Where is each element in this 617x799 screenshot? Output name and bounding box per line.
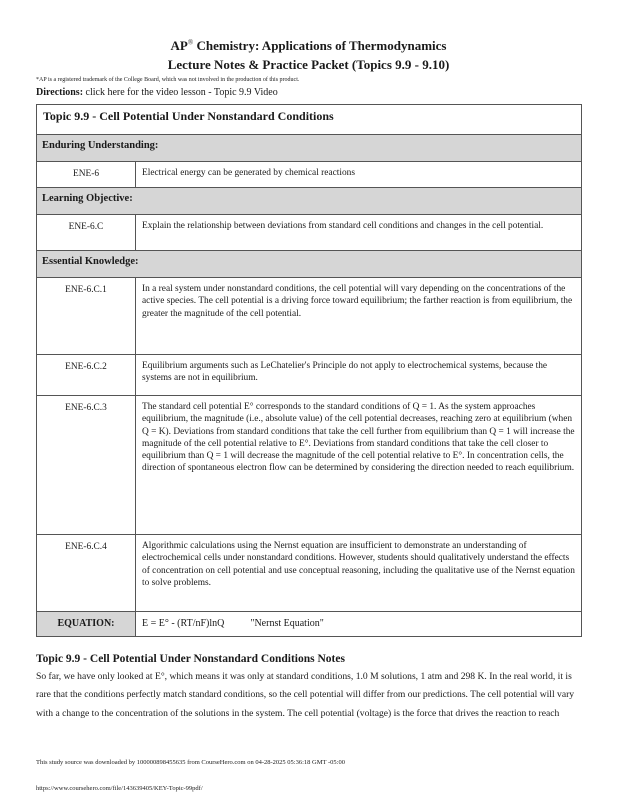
- document-title: AP® Chemistry: Applications of Thermodynamics: [170, 38, 447, 53]
- knowledge-code: ENE-6.C.2: [37, 355, 136, 396]
- document-subtitle: Lecture Notes & Practice Packet (Topics 9.9 - 9.10): [167, 57, 450, 72]
- enduring-understanding-heading: Enduring Understanding:: [37, 135, 582, 162]
- enduring-code: ENE-6: [37, 162, 136, 188]
- download-source-note: This study source was downloaded by 100000898455635 from CourseHero.com on 04-28-2025 05:36:18 GMT -05:00: [36, 759, 345, 766]
- table-row: [37, 396, 582, 535]
- equation-cell: [136, 612, 582, 637]
- knowledge-text: Algorithmic calculations using the Nernst equation are insufficient to demonstrate an understanding of electrochemical cells under nonstandard conditions. However, students should qualitatively understand the effects of concentration on cell potential and use conceptual reasoning, including the qualitative use of the Nernst equation to solve problems.: [136, 535, 582, 612]
- directions: Directions: click here for the video lesson - Topic 9.9 Video: [36, 87, 278, 98]
- table-row: [37, 535, 582, 612]
- objective-code: ENE-6.C: [37, 215, 136, 251]
- notes-heading: Topic 9.9 - Cell Potential Under Nonstandard Conditions Notes: [36, 653, 345, 665]
- knowledge-text: In a real system under nonstandard conditions, the cell potential will vary depending on the concentrations of the active species. The cell potential is a driving force toward equilibrium; the farther reaction is from equilibrium, the greater the magnitude of the cell potential.: [136, 278, 582, 355]
- equation-label: EQUATION:: [37, 612, 136, 637]
- knowledge-code: ENE-6.C.3: [37, 396, 136, 535]
- topic-table: [36, 104, 582, 637]
- table-row: [37, 162, 582, 188]
- trademark-note: *AP is a registered trademark of the College Board, which was not involved in the production of this product.: [36, 77, 300, 83]
- source-url: https://www.coursehero.com/file/143639405/KEY-Topic-99pdf/: [36, 785, 203, 792]
- knowledge-text: The standard cell potential E° corresponds to the standard conditions of Q = 1. As the system approaches equilibrium, the magnitude (i.e., absolute value) of the cell potential decreases, reaching zero at equilibrium (when Q = K). Deviations from standard conditions that take the cell further from equilibrium than Q = 1 will increase the magnitude of the cell potential relative to E°. Deviations from standard conditions that take the cell closer to equilibrium than Q = 1 will decrease the magnitude of the cell potential relative to E°. In concentration cells, the direction of spontaneous electron flow can be determined by considering the direction needed to reach equilibrium.: [136, 396, 582, 535]
- table-row: [37, 215, 582, 251]
- knowledge-code: ENE-6.C.4: [37, 535, 136, 612]
- equation-row: [37, 612, 582, 637]
- nernst-equation: E = E° - (RT/nF)lnQ: [142, 617, 225, 629]
- learning-objective-heading: Learning Objective:: [37, 188, 582, 215]
- video-lesson-link[interactable]: click here for the video lesson - Topic 9.9 Video: [85, 87, 278, 98]
- knowledge-text: Equilibrium arguments such as LeChatelier's Principle do not apply to electrochemical systems, because the systems are not in equilibrium.: [136, 355, 582, 396]
- registered-mark: ®: [187, 38, 194, 47]
- enduring-text: Electrical energy can be generated by chemical reactions: [136, 162, 582, 188]
- topic-title: Topic 9.9 - Cell Potential Under Nonstandard Conditions: [37, 105, 582, 135]
- essential-knowledge-heading: Essential Knowledge:: [37, 251, 582, 278]
- equation-name: "Nernst Equation": [250, 617, 324, 629]
- knowledge-code: ENE-6.C.1: [37, 278, 136, 355]
- table-row: [37, 278, 582, 355]
- notes-body: So far, we have only looked at E°, which means it was only at standard conditions, 1.0 M solutions, 1 atm and 298 K. In the real world, it is rare that the conditions perfectly match standard conditions, so the cell potential will differ from our predictions. The cell potential will vary with a change to the concentration of the solutions in the system. The cell potential (voltage) is the force that drives the reaction to reach: [36, 671, 575, 719]
- table-row: [37, 355, 582, 396]
- objective-text: Explain the relationship between deviations from standard cell conditions and changes in the cell potential.: [136, 215, 582, 251]
